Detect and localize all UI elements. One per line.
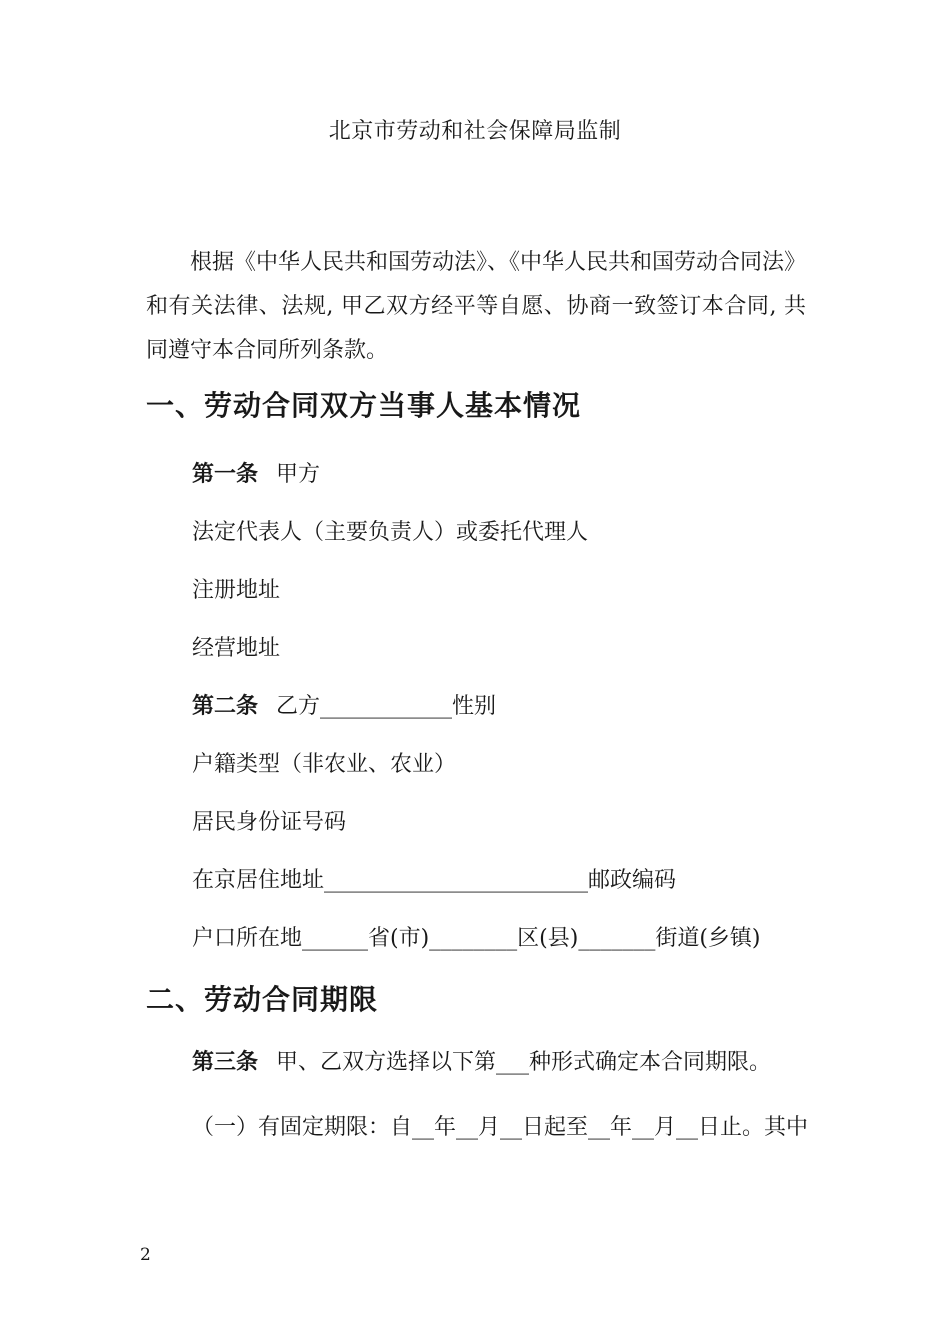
clause-1-line xyxy=(192,460,830,489)
clause-3-line xyxy=(192,1048,830,1077)
registered-address-line: 注册地址 xyxy=(192,578,281,603)
page-number: 2 xyxy=(140,1245,151,1265)
issuer-title: 北京市劳动和社会保障局监制 xyxy=(328,119,622,144)
hukou-location-line: 户口所在地______省(市)________区(县)_______街道(乡镇) xyxy=(192,926,761,951)
clause-1-label: 第一条 xyxy=(192,462,259,487)
clause-2-label: 第二条 xyxy=(192,694,259,719)
clause-3-text: 甲、乙双方选择以下第___种形式确定本合同期限。 xyxy=(276,1050,772,1075)
id-number-line: 居民身份证号码 xyxy=(192,810,347,835)
section-2-heading: 二、劳动合同期限 xyxy=(146,983,379,1016)
intro-paragraph: 根据《中华人民共和国劳动法》、《中华人民共和国劳动合同法》和有关法律、法规, 甲乙双方经平等自愿、协商一致签订本合同, 共同遵守本合同所列条款。 xyxy=(146,250,807,363)
legal-representative-line: 法定代表人（主要负责人）或委托代理人 xyxy=(192,520,589,545)
section-1-heading: 一、劳动合同双方当事人基本情况 xyxy=(146,389,582,422)
beijing-residence-address-line: 在京居住地址________________________邮政编码 xyxy=(192,868,677,893)
clause-3-label: 第三条 xyxy=(192,1050,259,1075)
clause-1-text: 甲方 xyxy=(276,462,321,487)
section-2-body xyxy=(0,1048,950,1142)
business-address-line: 经营地址 xyxy=(192,636,281,661)
clause-2-line xyxy=(192,692,830,721)
hukou-type-line: 户籍类型（非农业、农业） xyxy=(192,752,457,777)
fixed-term-option-line: （一）有固定期限：自__年__月__日起至__年__月__日止。其中 xyxy=(192,1115,809,1140)
section-1-body xyxy=(0,460,950,953)
clause-2-text: 乙方____________性别 xyxy=(276,694,497,719)
